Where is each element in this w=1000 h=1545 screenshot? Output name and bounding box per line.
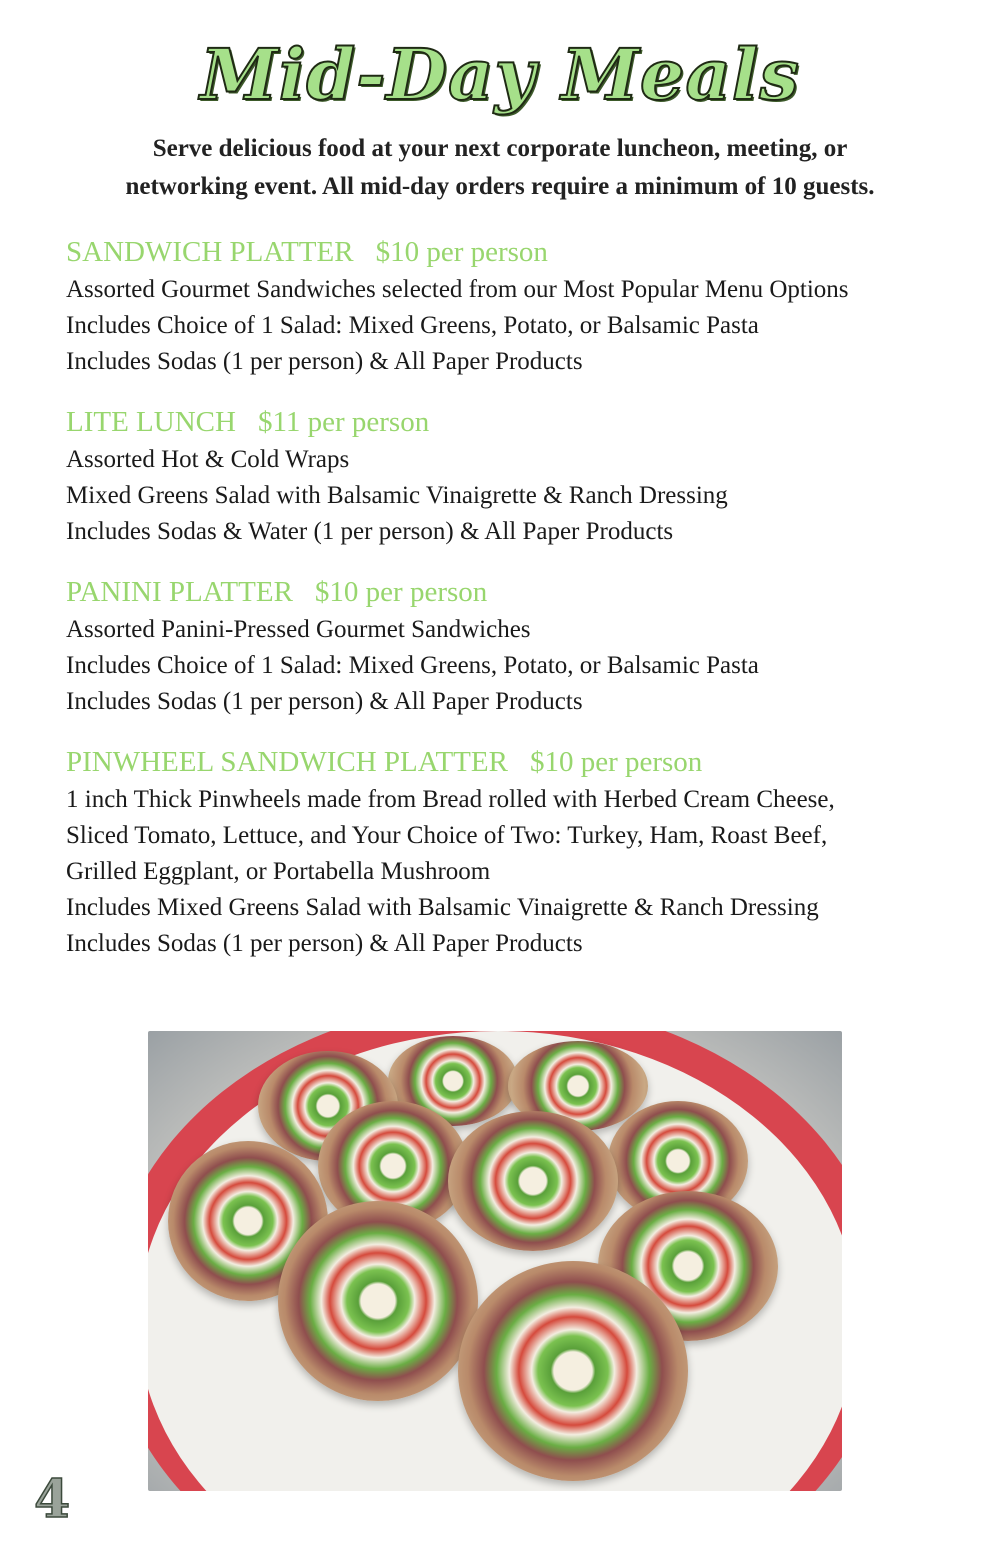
section-line: Includes Choice of 1 Salad: Mixed Greens, Potato, or Balsamic Pasta xyxy=(66,312,759,339)
pinwheel-roll xyxy=(278,1201,478,1401)
section-line: Assorted Panini-Pressed Gourmet Sandwiches xyxy=(66,616,531,643)
intro-text xyxy=(60,130,940,206)
page-number: 4 xyxy=(34,1469,71,1530)
menu-section-sandwich-platter xyxy=(66,232,966,380)
section-line: Grilled Eggplant, or Portabella Mushroom xyxy=(66,858,491,885)
section-line: Assorted Hot & Cold Wraps xyxy=(66,446,350,473)
intro-line: Serve delicious food at your next corporate luncheon, meeting, or xyxy=(152,135,848,162)
section-heading xyxy=(66,402,966,442)
menu-list xyxy=(66,232,966,984)
menu-section-lite-lunch xyxy=(66,402,966,550)
section-line: Includes Sodas & Water (1 per person) & All Paper Products xyxy=(66,518,674,545)
section-line: Includes Sodas (1 per person) & All Paper Products xyxy=(66,930,583,957)
section-line: Includes Sodas (1 per person) & All Paper Products xyxy=(66,348,583,375)
section-name: LITE LUNCH xyxy=(66,406,236,438)
section-name: PANINI PLATTER xyxy=(66,576,293,608)
section-price: $10 per person xyxy=(375,236,548,268)
section-name: SANDWICH PLATTER xyxy=(66,236,354,268)
section-line: Sliced Tomato, Lettuce, and Your Choice of Two: Turkey, Ham, Roast Beef, xyxy=(66,822,828,849)
menu-section-pinwheel-sandwich-platter xyxy=(66,742,966,962)
section-heading xyxy=(66,232,966,272)
section-line: Includes Choice of 1 Salad: Mixed Greens, Potato, or Balsamic Pasta xyxy=(66,652,759,679)
pinwheel-roll xyxy=(448,1111,618,1251)
intro-line: networking event. All mid-day orders require a minimum of 10 guests. xyxy=(125,173,875,200)
menu-section-panini-platter xyxy=(66,572,966,720)
section-line: Includes Mixed Greens Salad with Balsamic Vinaigrette & Ranch Dressing xyxy=(66,894,819,921)
section-heading xyxy=(66,742,966,782)
pinwheel-platter-photo xyxy=(148,1031,842,1491)
section-price: $11 per person xyxy=(257,406,430,438)
section-price: $10 per person xyxy=(529,746,703,778)
section-name: PINWHEEL SANDWICH PLATTER xyxy=(66,746,508,778)
section-line: Assorted Gourmet Sandwiches selected from our Most Popular Menu Options xyxy=(66,276,849,303)
section-heading xyxy=(66,572,966,612)
page-title: Mid-Day Meals xyxy=(200,33,800,116)
pinwheel-roll xyxy=(458,1261,688,1481)
section-line: Mixed Greens Salad with Balsamic Vinaigrette & Ranch Dressing xyxy=(66,482,728,509)
section-price: $10 per person xyxy=(314,576,488,608)
section-line: 1 inch Thick Pinwheels made from Bread rolled with Herbed Cream Cheese, xyxy=(66,786,835,813)
section-line: Includes Sodas (1 per person) & All Paper Products xyxy=(66,688,583,715)
